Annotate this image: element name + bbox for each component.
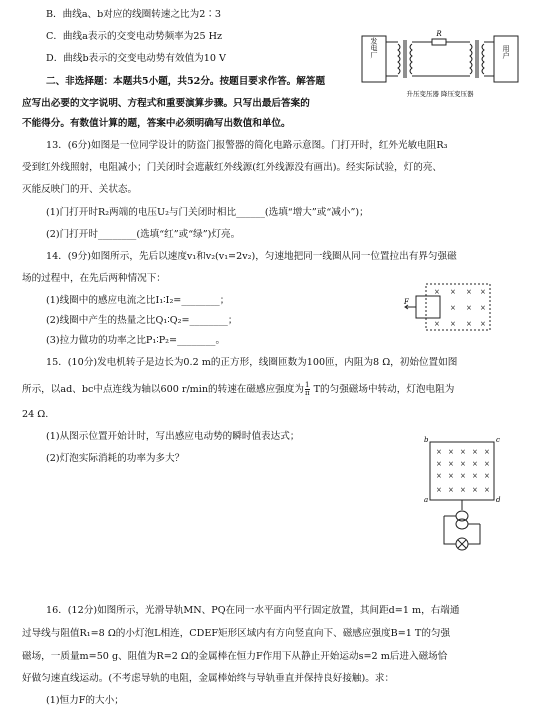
q16-line3: 磁场，一质量m=50 g、阻值为R=2 Ω的金属棒在恒力F作用下从静止开始运动s=2 m后进入磁场恰 — [22, 651, 448, 662]
power-plant-label: 发电厂 — [370, 37, 378, 59]
coil-magnetic-field-diagram — [404, 282, 494, 342]
fraction — [305, 382, 310, 397]
svg-text:×: × — [448, 486, 454, 494]
fraction-numerator: 1 — [305, 381, 310, 389]
section2-line3: 不能得分。有数值计算的题，答案中必须明确写出数值和单位。 — [22, 118, 291, 129]
svg-text:×: × — [434, 288, 440, 296]
svg-text:×: × — [484, 460, 490, 468]
option-b: B．曲线a、b对应的线圈转速之比为2∶3 — [46, 9, 222, 20]
svg-text:×: × — [448, 472, 454, 480]
option-d: D．曲线b表示的交变电动势有效值为10 V — [46, 53, 226, 64]
corner-d: d — [496, 496, 501, 504]
q14-sub1: (1)线圈中的感应电流之比I₁∶I₂=________； — [46, 295, 230, 306]
svg-text:×: × — [472, 486, 478, 494]
generator-coil-diagram — [424, 436, 514, 556]
transformer-circuit-diagram — [360, 30, 520, 110]
svg-text:×: × — [434, 320, 440, 328]
svg-text:×: × — [466, 288, 472, 296]
svg-text:×: × — [460, 472, 466, 480]
svg-text:×: × — [450, 288, 456, 296]
svg-text:×: × — [450, 320, 456, 328]
svg-text:×: × — [480, 320, 486, 328]
q13-sub2: (2)门打开时________(选填“红”或“绿”)灯亮。 — [46, 229, 241, 240]
svg-text:×: × — [436, 448, 442, 456]
svg-text:×: × — [460, 486, 466, 494]
option-c: C．曲线a表示的交变电动势频率为25 Hz — [46, 31, 223, 42]
svg-text:×: × — [466, 304, 472, 312]
q13-line1: 13．(6分)如图是一位同学设计的防盗门报警器的简化电路示意图。门打开时，红外光敏电阻R₃ — [46, 140, 448, 151]
transformer-caption: 升压变压器 降压变压器 — [406, 90, 474, 98]
q16-sub1: (1)恒力F的大小； — [46, 695, 124, 706]
svg-text:×: × — [472, 448, 478, 456]
q14-sub3: (3)拉力做功的功率之比P₁∶P₂=________。 — [46, 335, 226, 346]
svg-text:×: × — [436, 486, 442, 494]
corner-b: b — [424, 436, 429, 444]
svg-text:×: × — [472, 460, 478, 468]
q15-line2 — [22, 382, 454, 397]
fraction-denominator: π — [304, 389, 310, 397]
corner-a: a — [424, 496, 429, 504]
q15-line3: 24 Ω. — [22, 409, 49, 420]
resistor-label: R — [436, 30, 442, 38]
q15-line2b: T的匀强磁场中转动，灯泡电阻为 — [310, 384, 455, 395]
q14-line1: 14．(9分)如图所示，先后以速度v₁和v₂(v₁=2v₂)，匀速地把同一线圈从同一位置拉出有界匀强磁 — [46, 251, 457, 262]
svg-text:×: × — [460, 448, 466, 456]
q13-line2: 受到红外线照射，电阻减小；门关闭时会遮蔽红外线源(红外线源没有画出)。经实际试验，灯的亮、 — [22, 162, 443, 173]
q16-line1: 16．(12分)如图所示，光滑导轨MN、PQ在同一水平面内平行固定放置，其间距d=1 m，右端通 — [46, 605, 460, 616]
svg-text:×: × — [480, 304, 486, 312]
q15-line1: 15．(10分)发电机转子是边长为0.2 m的正方形，线圈匝数为100匝，内阻为8 Ω，初始位置如图 — [46, 357, 458, 368]
q16-line4: 好做匀速直线运动。(不考虑导轨的电阻，金属棒始终与导轨垂直并保持良好接触)。求： — [22, 673, 395, 684]
q14-line2: 场的过程中，在先后两种情况下： — [22, 273, 166, 284]
corner-c: c — [496, 436, 500, 444]
q13-line3: 灭能反映门的开、关状态。 — [22, 184, 138, 195]
svg-text:×: × — [450, 304, 456, 312]
svg-text:×: × — [472, 472, 478, 480]
force-label: F — [404, 298, 409, 306]
q14-sub2: (2)线圈中产生的热量之比Q₁∶Q₂=________； — [46, 315, 238, 326]
q15-line2a: 所示，以ad、bc中点连线为轴以600 r/min的转速在磁感应强度为 — [22, 384, 304, 395]
svg-text:×: × — [460, 460, 466, 468]
user-label: 用户 — [502, 45, 510, 59]
svg-text:×: × — [448, 460, 454, 468]
svg-text:×: × — [484, 486, 490, 494]
q13-sub1: (1)门打开时R₂两端的电压U₂与门关闭时相比______(选填“增大”或“减小”)； — [46, 207, 369, 218]
q15-sub1: (1)从图示位置开始计时，写出感应电动势的瞬时值表达式； — [46, 431, 300, 442]
svg-text:×: × — [436, 460, 442, 468]
q16-line2: 过导线与阻值R₁=8 Ω的小灯泡L相连，CDEF矩形区域内有方向竖直向下、磁感应强度B=1 T的匀强 — [22, 628, 451, 639]
svg-text:×: × — [484, 472, 490, 480]
svg-text:×: × — [484, 448, 490, 456]
svg-text:×: × — [466, 320, 472, 328]
svg-text:×: × — [448, 448, 454, 456]
section2-line1: 二、非选择题：本题共5小题，共52分。按题目要求作答。解答题 — [46, 76, 326, 87]
svg-text:×: × — [480, 288, 486, 296]
q15-sub2: (2)灯泡实际消耗的功率为多大？ — [46, 453, 185, 464]
svg-text:×: × — [436, 472, 442, 480]
section2-line2: 应写出必要的文字说明、方程式和重要演算步骤。只写出最后答案的 — [22, 98, 310, 109]
